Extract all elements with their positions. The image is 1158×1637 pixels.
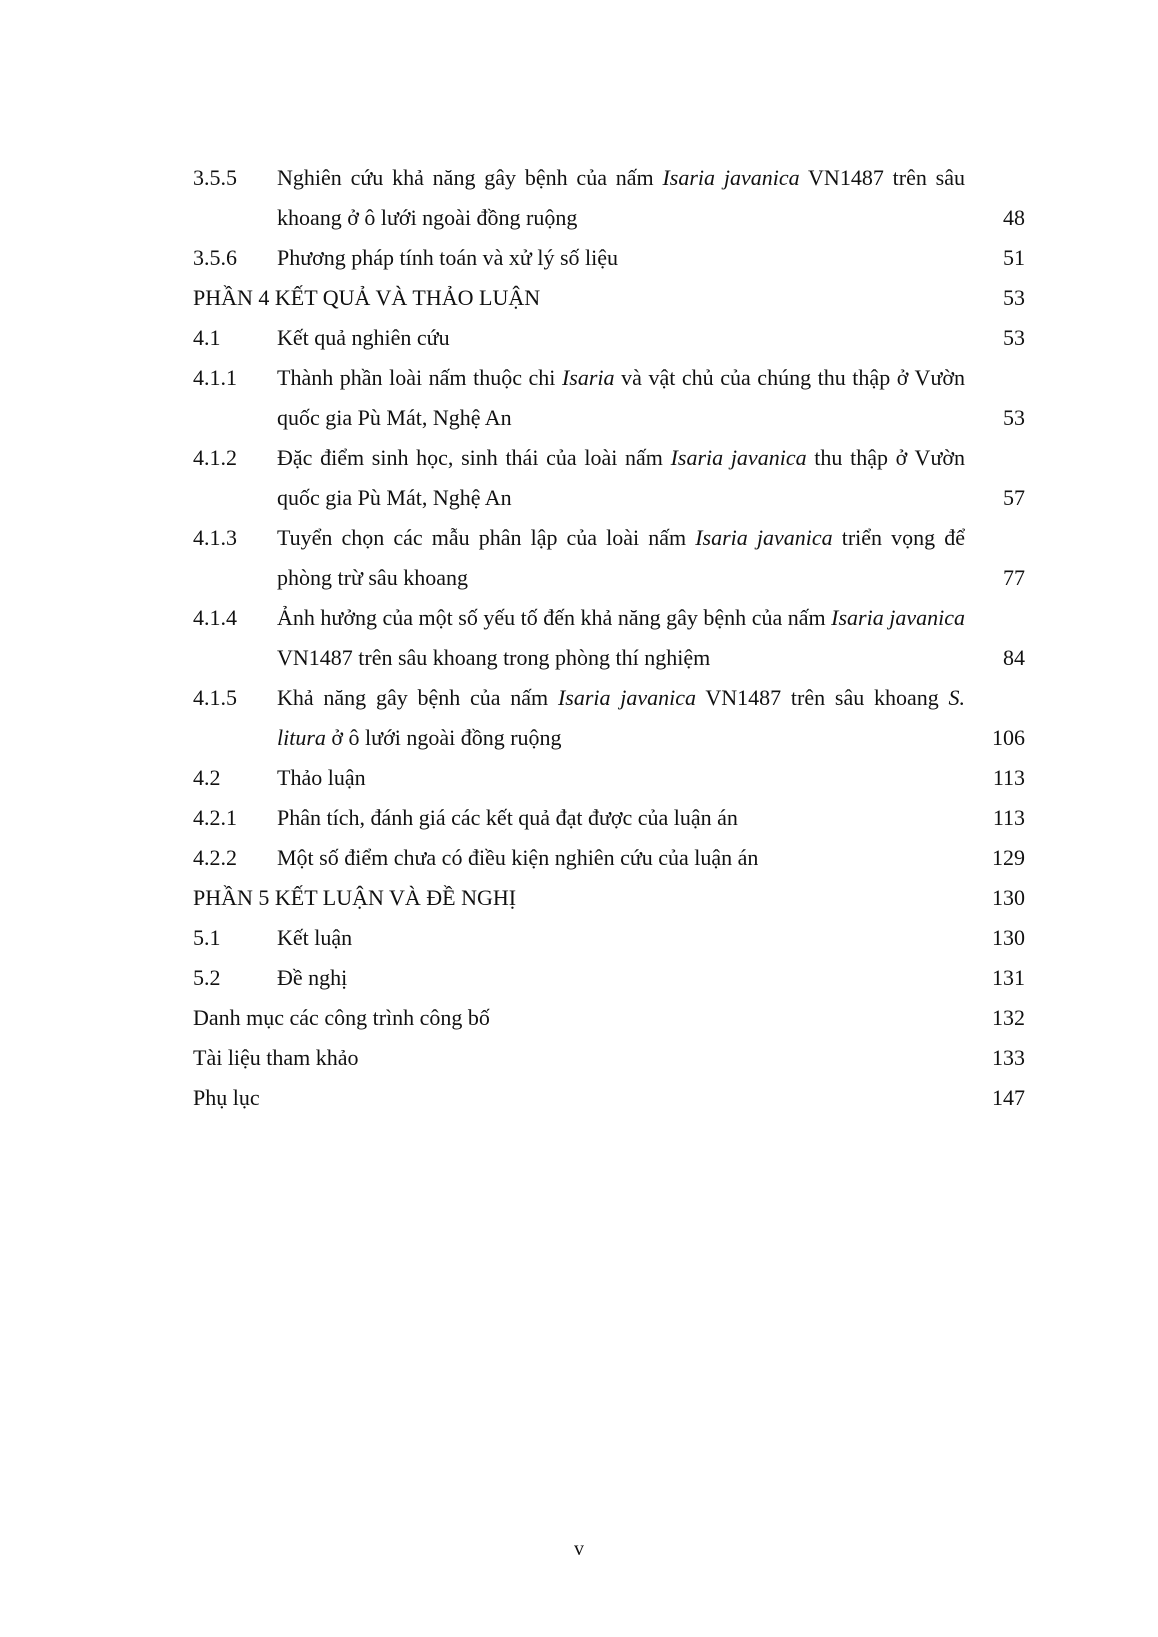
toc-entry-title xyxy=(277,598,965,678)
toc-entry-page: 113 xyxy=(992,765,1025,790)
toc-entry-title xyxy=(277,758,965,798)
toc-entry-page: 57 xyxy=(1003,485,1025,510)
toc-entry-title-text: thu thập ở Vườn quốc gia Pù Mát, Nghệ An xyxy=(277,445,966,510)
toc-entry-title xyxy=(277,318,965,358)
toc-entry-title-italic: Isaria javanica xyxy=(695,525,833,550)
toc-entry-title xyxy=(277,958,965,998)
toc-entry-page: 113 xyxy=(992,805,1025,830)
toc-entry-number: 3.5.5 xyxy=(193,165,237,190)
toc-entry-title-text: triển vọng để phòng trừ sâu khoang xyxy=(277,525,965,590)
toc-entry-number: 4.1.5 xyxy=(193,685,237,710)
toc-entry-title-text: Đề nghị xyxy=(277,965,348,990)
toc-entry-title-text: Khả năng gây bệnh của nấm xyxy=(277,685,558,710)
toc-entry-title-text: Tài liệu tham khảo xyxy=(193,1045,359,1070)
toc-entry-title xyxy=(193,878,965,918)
toc-entry-page: 147 xyxy=(992,1085,1025,1110)
toc-entry-title-text: Phụ lục xyxy=(193,1085,260,1110)
toc-entry-page: 130 xyxy=(992,885,1025,910)
table-of-contents xyxy=(193,158,1025,1118)
toc-entry[interactable] xyxy=(193,358,1025,438)
toc-entry-number: 4.2 xyxy=(193,765,221,790)
toc-entry-title-italic: Isaria javanica xyxy=(557,685,697,710)
toc-entry-number: 4.1.2 xyxy=(193,445,237,470)
toc-entry-title-text: VN1487 trên sâu khoang ở ô lưới ngoài đồng ruộng xyxy=(277,165,965,230)
toc-entry-title-italic: Isaria javanica xyxy=(662,165,800,190)
toc-entry[interactable] xyxy=(193,838,1025,878)
toc-entry-title xyxy=(193,1078,965,1118)
toc-entry-page: 77 xyxy=(1003,565,1025,590)
toc-entry-page: 106 xyxy=(992,725,1025,750)
toc-entry-number: 3.5.6 xyxy=(193,245,237,270)
toc-entry-title xyxy=(277,918,965,958)
toc-entry-title xyxy=(277,678,965,758)
toc-entry-title xyxy=(277,358,965,438)
toc-entry-page: 130 xyxy=(992,925,1025,950)
toc-entry[interactable] xyxy=(193,598,1025,678)
toc-entry-title-italic: Isaria javanica xyxy=(670,445,807,470)
toc-entry-title-text: Kết luận xyxy=(277,925,353,950)
toc-entry[interactable] xyxy=(193,318,1025,358)
toc-entry-page: 48 xyxy=(1003,205,1025,230)
toc-entry[interactable] xyxy=(193,518,1025,598)
toc-entry-title-text: Thành phần loài nấm thuộc chi xyxy=(277,365,562,390)
toc-entry-title-italic: Isaria xyxy=(561,365,615,390)
toc-entry-number: 4.2.1 xyxy=(193,805,237,830)
toc-entry-title xyxy=(193,278,965,318)
toc-entry-page: 53 xyxy=(1003,405,1025,430)
toc-entry-number: 4.1 xyxy=(193,325,221,350)
toc-entry-title-text: Phương pháp tính toán và xử lý số liệu xyxy=(277,245,619,270)
toc-entry-title-text: Một số điểm chưa có điều kiện nghiên cứu của luận án xyxy=(277,845,759,870)
toc-entry[interactable] xyxy=(193,438,1025,518)
toc-entry-page: 129 xyxy=(992,845,1025,870)
toc-entry-title-italic: Isaria javanica xyxy=(831,605,965,630)
toc-entry-page: 53 xyxy=(1003,285,1025,310)
page-number-footer: v xyxy=(574,1538,584,1560)
toc-entry-page: 132 xyxy=(992,1005,1025,1030)
toc-entry[interactable] xyxy=(193,918,1025,958)
toc-entry-title xyxy=(277,838,965,878)
toc-entry-title-text: và vật chủ của chúng thu thập ở Vườn quốc gia Pù Mát, Nghệ An xyxy=(277,365,965,430)
toc-entry-title-text: Phân tích, đánh giá các kết quả đạt được của luận án xyxy=(277,805,738,830)
toc-entry-page: 53 xyxy=(1003,325,1025,350)
toc-entry-title xyxy=(277,238,965,278)
toc-entry-page: 131 xyxy=(992,965,1025,990)
toc-entry-title-text: VN1487 trên sâu khoang trong phòng thí nghiệm xyxy=(277,645,711,670)
toc-entry[interactable] xyxy=(193,158,1025,238)
toc-entry[interactable] xyxy=(193,798,1025,838)
toc-entry-page: 133 xyxy=(992,1045,1025,1070)
toc-entry[interactable] xyxy=(193,678,1025,758)
toc-entry-number: 4.1.3 xyxy=(193,525,237,550)
toc-entry-title-text: Đặc điểm sinh học, sinh thái của loài nấm xyxy=(277,445,671,470)
toc-entry-title xyxy=(277,798,965,838)
toc-entry-title-text: Nghiên cứu khả năng gây bệnh của nấm xyxy=(277,165,663,190)
toc-entry-title-text: Ảnh hưởng của một số yếu tố đến khả năng gây bệnh của nấm xyxy=(277,605,832,630)
toc-entry-title xyxy=(193,1038,965,1078)
toc-section-entry[interactable] xyxy=(193,1078,1025,1118)
toc-entry-title-text: ở ô lưới ngoài đồng ruộng xyxy=(325,725,562,750)
toc-entry[interactable] xyxy=(193,758,1025,798)
toc-entry-page: 84 xyxy=(1003,645,1025,670)
toc-entry-title xyxy=(193,998,965,1038)
toc-entry[interactable] xyxy=(193,238,1025,278)
toc-entry-title-text: Tuyển chọn các mẫu phân lập của loài nấm xyxy=(277,525,696,550)
toc-entry-title-text: PHẦN 5 KẾT LUẬN VÀ ĐỀ NGHỊ xyxy=(193,885,517,910)
toc-entry-title xyxy=(277,518,965,598)
toc-section-entry[interactable] xyxy=(193,278,1025,318)
toc-entry-page: 51 xyxy=(1003,245,1025,270)
toc-entry-number: 5.2 xyxy=(193,965,221,990)
toc-entry-title xyxy=(277,438,965,518)
toc-section-entry[interactable] xyxy=(193,998,1025,1038)
toc-entry-number: 4.1.4 xyxy=(193,605,237,630)
toc-section-entry[interactable] xyxy=(193,878,1025,918)
toc-section-entry[interactable] xyxy=(193,1038,1025,1078)
toc-entry[interactable] xyxy=(193,958,1025,998)
toc-entry-number: 5.1 xyxy=(193,925,221,950)
toc-entry-number: 4.2.2 xyxy=(193,845,237,870)
toc-entry-title-text: VN1487 trên sâu khoang xyxy=(696,685,949,710)
toc-entry-number: 4.1.1 xyxy=(193,365,237,390)
toc-entry-title-text: Danh mục các công trình công bố xyxy=(193,1005,490,1030)
toc-entry-title-italic: S. litura xyxy=(277,685,965,750)
toc-entry-title-text: Thảo luận xyxy=(277,765,366,790)
toc-entry-title-text: PHẦN 4 KẾT QUẢ VÀ THẢO LUẬN xyxy=(193,285,541,310)
toc-entry-title-text: Kết quả nghiên cứu xyxy=(277,325,450,350)
toc-entry-title xyxy=(277,158,965,238)
